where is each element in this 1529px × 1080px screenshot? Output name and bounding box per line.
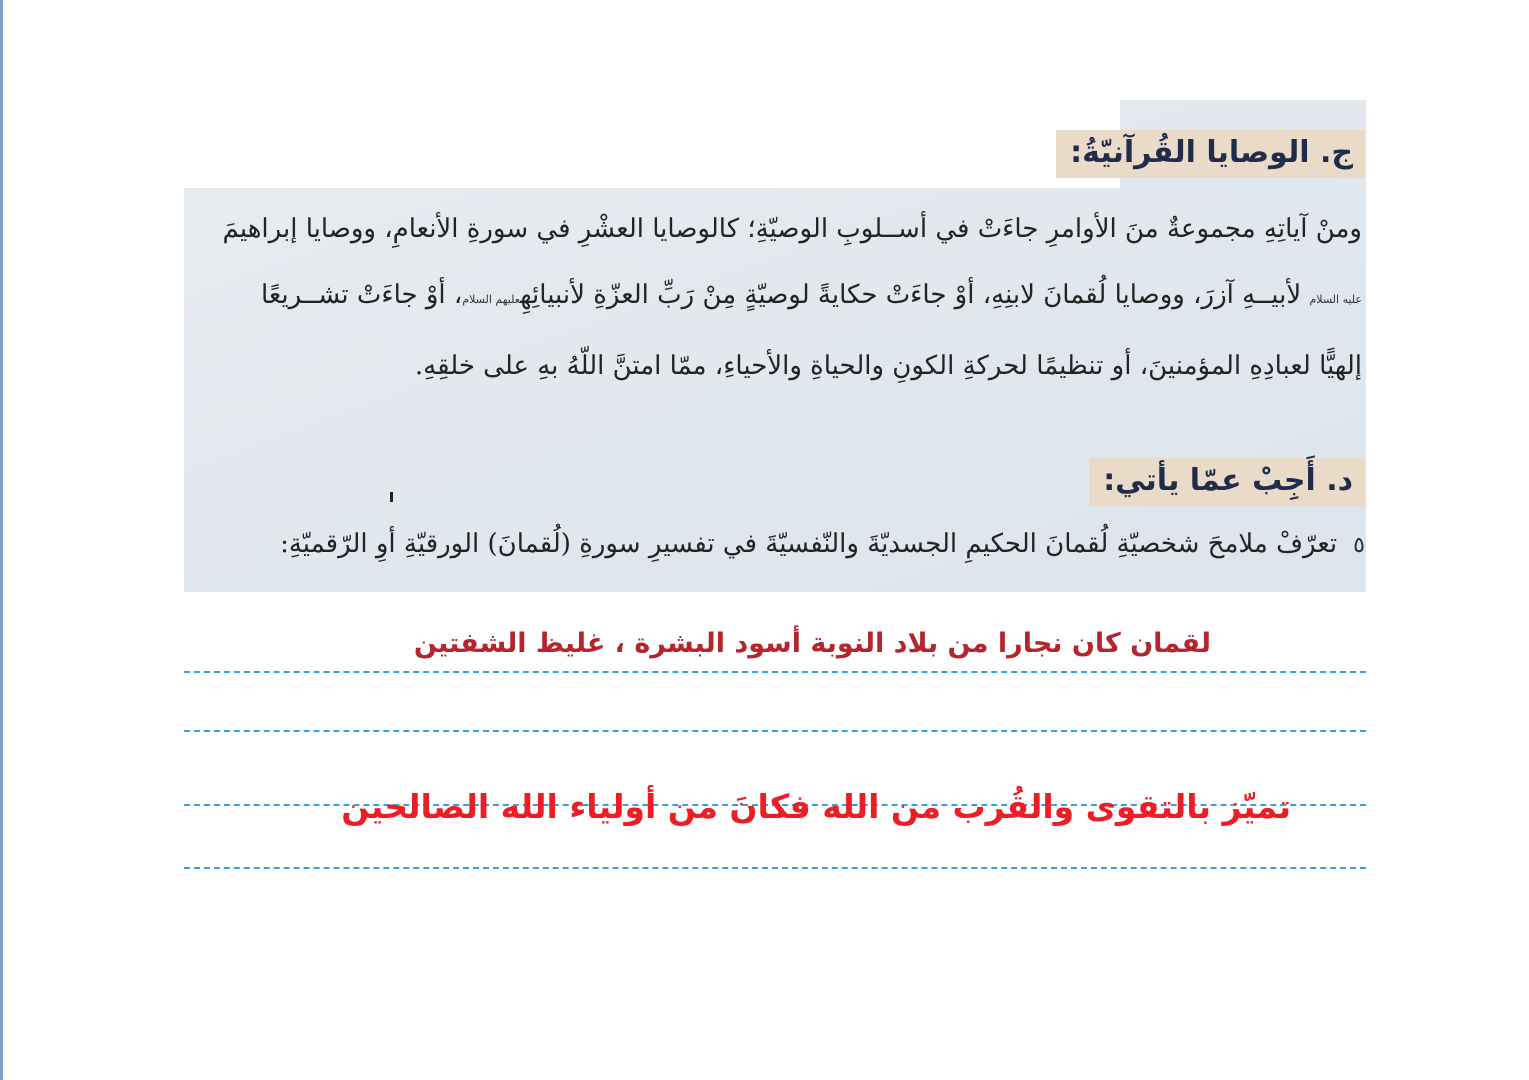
- paragraph-line-2a-text: لأبيــهِ آزرَ، ووصايا لُقمانَ لابنِهِ، أوْ جاءَتْ حكايةً لوصيّةٍ مِنْ رَبِّ العزّةِ لأنبيائِهِ: [520, 280, 1302, 310]
- answer-guide-line: [184, 730, 1366, 732]
- honorific-symbol: عليهم السلام: [462, 293, 521, 306]
- section-d-heading: د. أَجِبْ عمّا يأتي:: [1089, 458, 1365, 506]
- page-left-border: [0, 0, 3, 1080]
- answer-line-2-text: تميّز بالتقوى والقُرب من الله فكانَ من أولياء الله الصالحين: [341, 787, 1291, 826]
- question-text: تعرّفْ ملامحَ شخصيّةِ لُقمانَ الحكيمِ الجسديّةَ والنّفسيّةَ في تفسيرِ سورةِ (لُقمانَ) الورقيّةِ أوِ الرّقميّةِ:: [280, 529, 1338, 559]
- scan-artifact-mark: [390, 492, 393, 502]
- paragraph-line-3-text: إلهيًّا لعبادِهِ المؤمنينَ، أو تنظيمًا لحركةِ الكونِ والحياةِ والأحياءِ، ممّا امتنَّ اللّهُ بهِ على خلقِهِ.: [414, 351, 1362, 381]
- paragraph-line-1: [190, 196, 1362, 262]
- paragraph-line-2: [190, 262, 1362, 333]
- bullet-number: ٥: [1353, 533, 1365, 558]
- question-item: [280, 522, 1365, 568]
- section-c-heading: ج. الوصايا القُرآنيّةُ:: [1056, 130, 1365, 178]
- honorific-symbol: عليه السلام: [1309, 293, 1362, 306]
- paragraph-line-1-text: ومنْ آياتِهِ مجموعةٌ منَ الأوامرِ جاءَتْ في أســلوبِ الوصيّةِ؛ كالوصايا العشْرِ في سورةِ الأنعامِ، ووصايا إبراهيمَ: [222, 214, 1362, 244]
- answer-guide-line: [184, 671, 1366, 673]
- paragraph-line-3: [190, 333, 1362, 399]
- section-c-paragraph: [190, 196, 1362, 399]
- answer-guide-line: [184, 867, 1366, 869]
- paragraph-line-2b-text: ، أوْ جاءَتْ تشــريعًا: [260, 280, 463, 310]
- scan-white-margin: [184, 100, 1120, 188]
- answer-line-1-text: لقمان كان نجارا من بلاد النوبة أسود البشرة ، غليظ الشفتين: [413, 628, 1211, 659]
